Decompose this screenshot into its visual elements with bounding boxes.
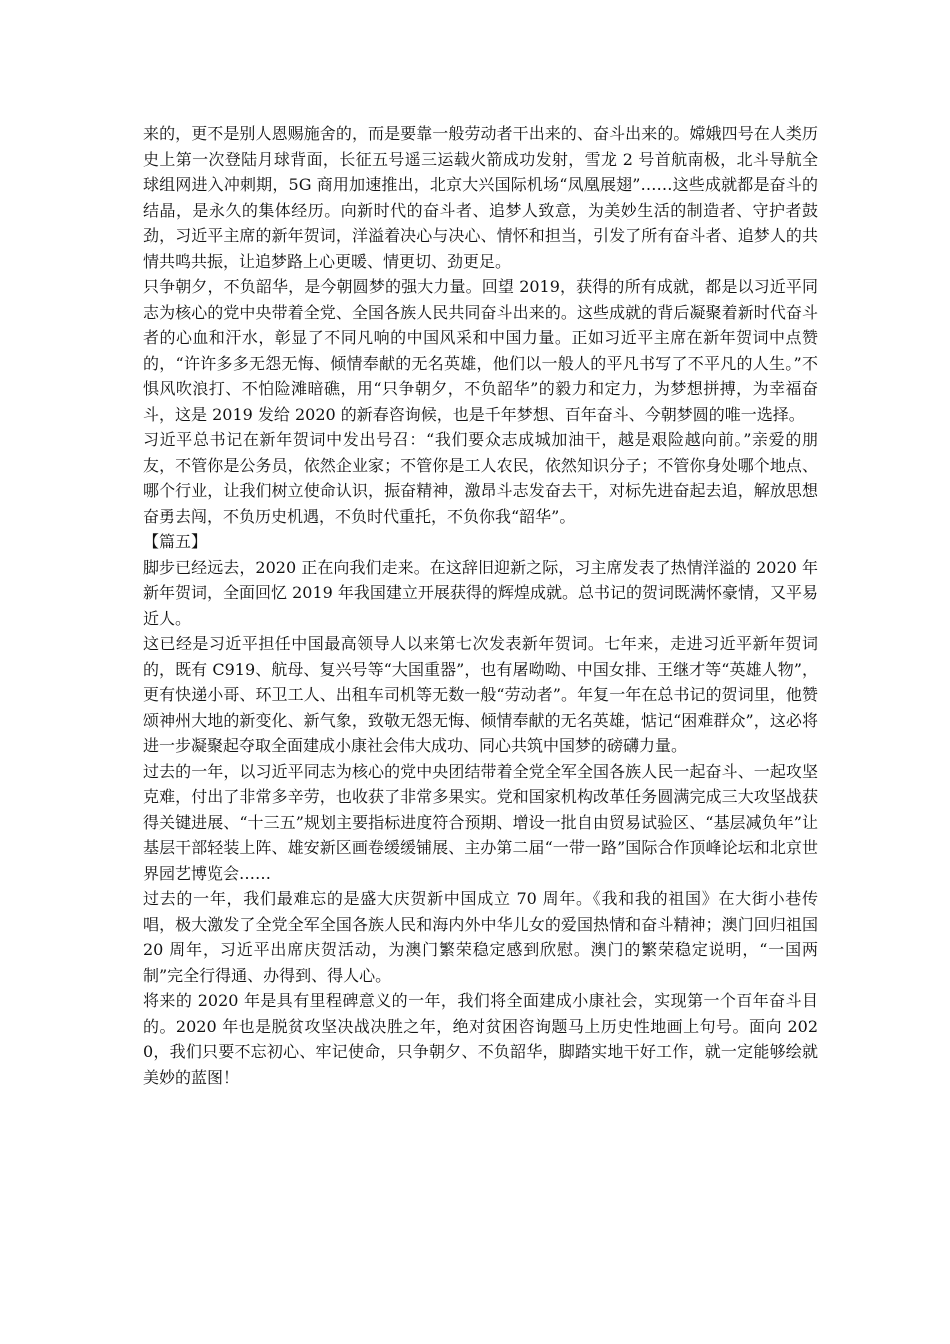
paragraph-1: 来的，更不是别人恩赐施舍的，而是要靠一般劳动者干出来的、奋斗出来的。嫦娥四号在人类历史上第一次登陆月球背面，长征五号遥三运载火箭成功发射，雪龙 2 号首航南极，北斗导航全球组网进入冲刺期，5G 商用加速推出，北京大兴国际机场“凤凰展翅”……这些成就都是奋斗的结晶，是永久的集体经历。向新时代的奋斗者、追梦人致意，为美妙生活的制造者、守护者鼓劲，习近平主席的新年贺词，洋溢着决心与决心、情怀和担当，引发了所有奋斗者、追梦人的共情共鸣共振，让追梦路上心更暖、情更切、劲更足。 (143, 124, 818, 271)
paragraph-7: 过去的一年，我们最难忘的是盛大庆贺新中国成立 70 周年。《我和我的祖国》在大街小巷传唱，极大激发了全党全军全国各族人民和海内外中华儿女的爱国热情和奋斗精神；澳门回归祖国 20 周年，习近平出席庆贺活动，为澳门繁荣稳定感到欣慰。澳门的繁荣稳定说明，“一国两制”完全行得通、办得到、得人心。 (143, 889, 818, 985)
paragraph-2: 只争朝夕，不负韶华，是今朝圆梦的强大力量。回望 2019，获得的所有成就，都是以习近平同志为核心的党中央带着全党、全国各族人民共同奋斗出来的。这些成就的背后凝聚着新时代奋斗者的心血和汗水，彰显了不同凡响的中国风采和中国力量。正如习近平主席在新年贺词中点赞的，“许许多多无怨无悔、倾情奉献的无名英雄，他们以一般人的平凡书写了不平凡的人生。”不惧风吹浪打、不怕险滩暗礁，用“只争朝夕，不负韶华”的毅力和定力，为梦想拼搏，为幸福奋斗，这是 2019 发给 2020 的新春咨询候，也是千年梦想、百年奋斗、今朝梦圆的唯一选择。 (143, 277, 818, 424)
paragraph-6: 过去的一年，以习近平同志为核心的党中央团结带着全党全军全国各族人民一起奋斗、一起攻坚克难，付出了非常多辛劳，也收获了非常多果实。党和国家机构改革任务圆满完成三大攻坚战获得关键进展、“十三五”规划主要指标进度符合预期、增设一批自由贸易试验区、“基层减负年”让基层干部轻装上阵、雄安新区画卷缓缓铺展、主办第二届“一带一路”国际合作顶峰论坛和北京世界园艺博览会…… (143, 761, 818, 883)
paragraph-3: 习近平总书记在新年贺词中发出号召：“我们要众志成城加油干，越是艰险越向前。”亲爱的朋友，不管你是公务员，依然企业家；不管你是工人农民，依然知识分子；不管你身处哪个地点、哪个行业，让我们树立使命认识，振奋精神，激昂斗志发奋去干，对标先进奋起去追，解放思想奋勇去闯，不负历史机遇，不负时代重托，不负你我“韶华”。 (143, 430, 818, 526)
section-heading: 【篇五】 (143, 532, 208, 551)
paragraph-4: 脚步已经远去，2020 正在向我们走来。在这辞旧迎新之际，习主席发表了热情洋溢的 2020 年新年贺词，全面回忆 2019 年我国建立开展获得的辉煌成就。总书记的贺词既满怀豪情，又平易近人。 (143, 557, 818, 628)
paragraph-5: 这已经是习近平担任中国最高领导人以来第七次发表新年贺词。七年来，走进习近平新年贺词的，既有 C919、航母、复兴号等“大国重器”，也有屠呦呦、中国女排、王继才等“英雄人物”，更有快递小哥、环卫工人、出租车司机等无数一般“劳动者”。年复一年在总书记的贺词里，他赞颂神州大地的新变化、新气象，致敬无怨无悔、倾情奉献的无名英雄，惦记“困难群众”，这必将进一步凝聚起夺取全面建成小康社会伟大成功、同心共筑中国梦的磅礴力量。 (143, 634, 818, 755)
document-body (143, 121, 818, 1090)
paragraph-8: 将来的 2020 年是具有里程碑意义的一年，我们将全面建成小康社会，实现第一个百年奋斗目的。2020 年也是脱贫攻坚决战决胜之年，绝对贫困咨询题马上历史性地画上句号。面向 2020，我们只要不忘初心、牢记使命，只争朝夕、不负韶华，脚踏实地干好工作，就一定能够绘就美妙的蓝图！ (143, 991, 818, 1087)
